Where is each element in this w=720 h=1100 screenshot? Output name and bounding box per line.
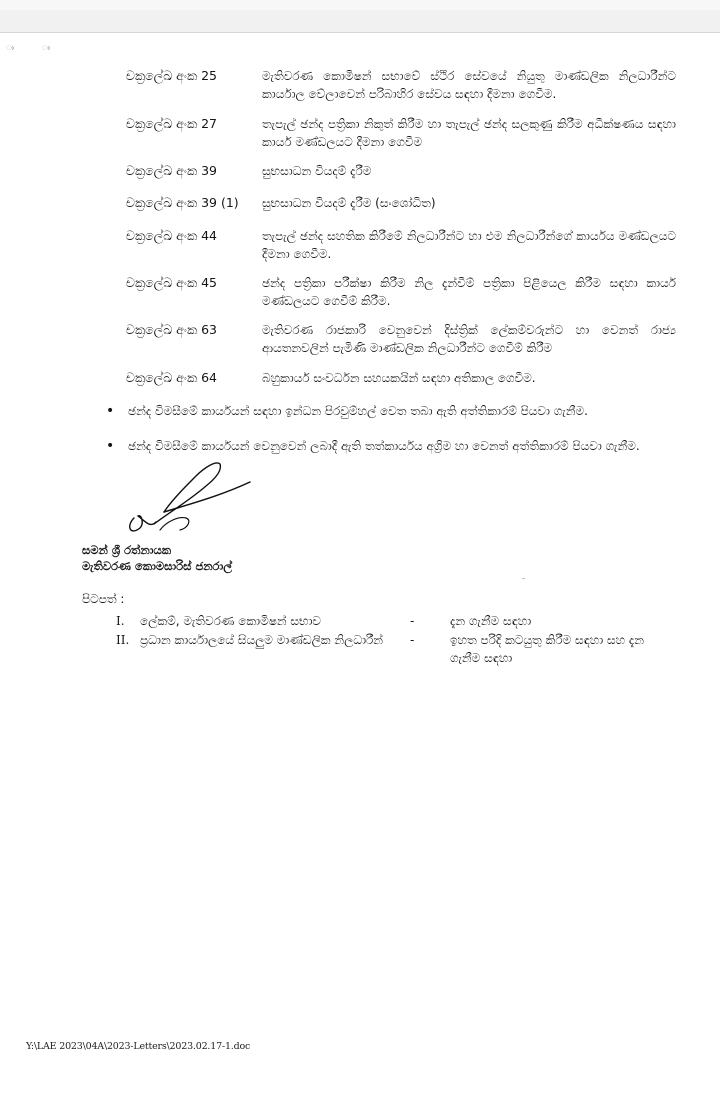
header-mark-right: ා — [42, 44, 50, 52]
copy-dash: - — [410, 633, 415, 647]
signer-title: මැතිවරණ කොමසාරිස් ජනරාල් — [82, 559, 233, 573]
circular-description: සුභසාධන වියදම් දැරීම (සංශෝධිත) — [262, 196, 436, 210]
circular-item — [126, 115, 676, 151]
bullet-dot-icon: • — [106, 403, 115, 419]
copy-dash: - — [410, 614, 415, 628]
circular-description: මැතිවරණ කොමිෂන් සභාවේ ස්ථිර සේවයේ නියුතු මාණ්ඩලික නිලධාරීන්ට කාර්යාල වේලාවෙන් පරිබාහිර සේවය සඳහා දීමනා ගෙවීම. — [262, 69, 676, 101]
bullet-item — [106, 437, 674, 455]
copy-item — [116, 612, 676, 630]
bullet-dot-icon: • — [106, 438, 115, 454]
circular-item — [126, 67, 676, 103]
handwritten-signature — [120, 456, 260, 546]
circular-label: චක්‍රලේඛ අංක 64 — [126, 370, 218, 385]
file-path-footer: Y:\LAE 2023\04A\2023-Letters\2023.02.17-1.doc — [26, 1041, 251, 1052]
copy-number: I. — [116, 614, 125, 628]
copy-item — [116, 631, 676, 667]
circular-description: ඡන්ද පත්‍රිකා පරීක්ෂා කිරීම නිල දැන්වීම් පත්‍රිකා පිළියෙල කිරීම සඳහා කාර්ය මණ්ඩලයට ගෙවීම් කිරීම. — [262, 276, 676, 308]
copy-number: II. — [116, 633, 130, 647]
copy-purpose: ඉහත පරිදි කටයුතු කිරීම සඳහා සහ දැන ගැනීම සඳහා — [450, 633, 644, 665]
circular-item — [126, 162, 676, 180]
bullet-item — [106, 402, 674, 420]
scan-speck — [522, 578, 525, 579]
circular-item — [126, 274, 676, 310]
circular-item — [126, 194, 676, 212]
copy-recipient: ප්‍රධාන කාර්යාලයේ සියලුම මාණ්ඩලික නිලධාරීන් — [140, 633, 384, 647]
circular-label: චක්‍රලේඛ අංක 44 — [126, 228, 218, 243]
circular-label: චක්‍රලේඛ අංක 45 — [126, 275, 218, 290]
header-mark-left: ා — [6, 44, 14, 52]
copy-recipient: ලේකම්, මැතිවරණ කොමිෂන් සභාව — [140, 614, 322, 628]
circular-description: තැපැල් ඡන්ද සහතික කිරීමේ නිලධාරීන්ට හා එම නිලධාරීන්ගේ කාර්යය මණ්ඩලයට දීමනා ගෙවීම. — [262, 229, 676, 261]
circular-description: බහුකාර්ය සංවර්ධන සහයකයින් සඳහා අතිකාල ගෙවීම. — [262, 371, 536, 385]
copies-heading: පිටපත් : — [82, 592, 125, 606]
circular-label: චක්‍රලේඛ අංක 27 — [126, 116, 218, 131]
circular-description: මැතිවරණ රාජකාරි වෙනුවෙන් දිස්ත්‍රික් ලේකම්වරුන්ට හා වෙනත් රාජ්‍ය ආයතනවලින් පැමිණි මාණ්ඩලික නිලධාරීන්ට ගෙවීම් කිරීම — [262, 323, 676, 355]
bullet-text: ඡන්ද විමසීමේ කාර්යයන් සඳහා ඉන්ධන පිරවුම්හල් වෙත තබා ඇති අත්තිකාරම් පියවා ගැනීම. — [128, 404, 588, 418]
circular-label: චක්‍රලේඛ අංක 63 — [126, 322, 218, 337]
circular-item — [126, 227, 676, 263]
bullet-text: ඡන්ද විමසීමේ කාර්යයන් වෙනුවෙන් ලබාදී ඇති තත්කාර්යය අග්‍රිම හා වෙනත් අත්තිකාරම් පියවා ගැනීම. — [128, 439, 640, 453]
circular-label: චක්‍රලේඛ අංක 39 — [126, 163, 218, 178]
circular-item — [126, 321, 676, 357]
circular-description: සුභසාධන වියදම් දැරීම — [262, 164, 372, 178]
circular-description: තැපැල් ඡන්ද පත්‍රිකා නිකුත් කිරීම හා තැපැල් ඡන්ද සලකුණු කිරීම අධීක්ෂණය සඳහා කාර්ය මණ්ඩලයට දීමනා ගෙවීම — [262, 117, 676, 149]
circular-label: චක්‍රලේඛ අංක 39 (1) — [126, 195, 239, 210]
circular-label: චක්‍රලේඛ අංක 25 — [126, 68, 218, 83]
copy-purpose: දැන ගැනීම සඳහා — [450, 614, 532, 628]
signer-name: සමන් ශ්‍රී රත්නායක — [82, 543, 172, 557]
circular-item — [126, 369, 676, 387]
